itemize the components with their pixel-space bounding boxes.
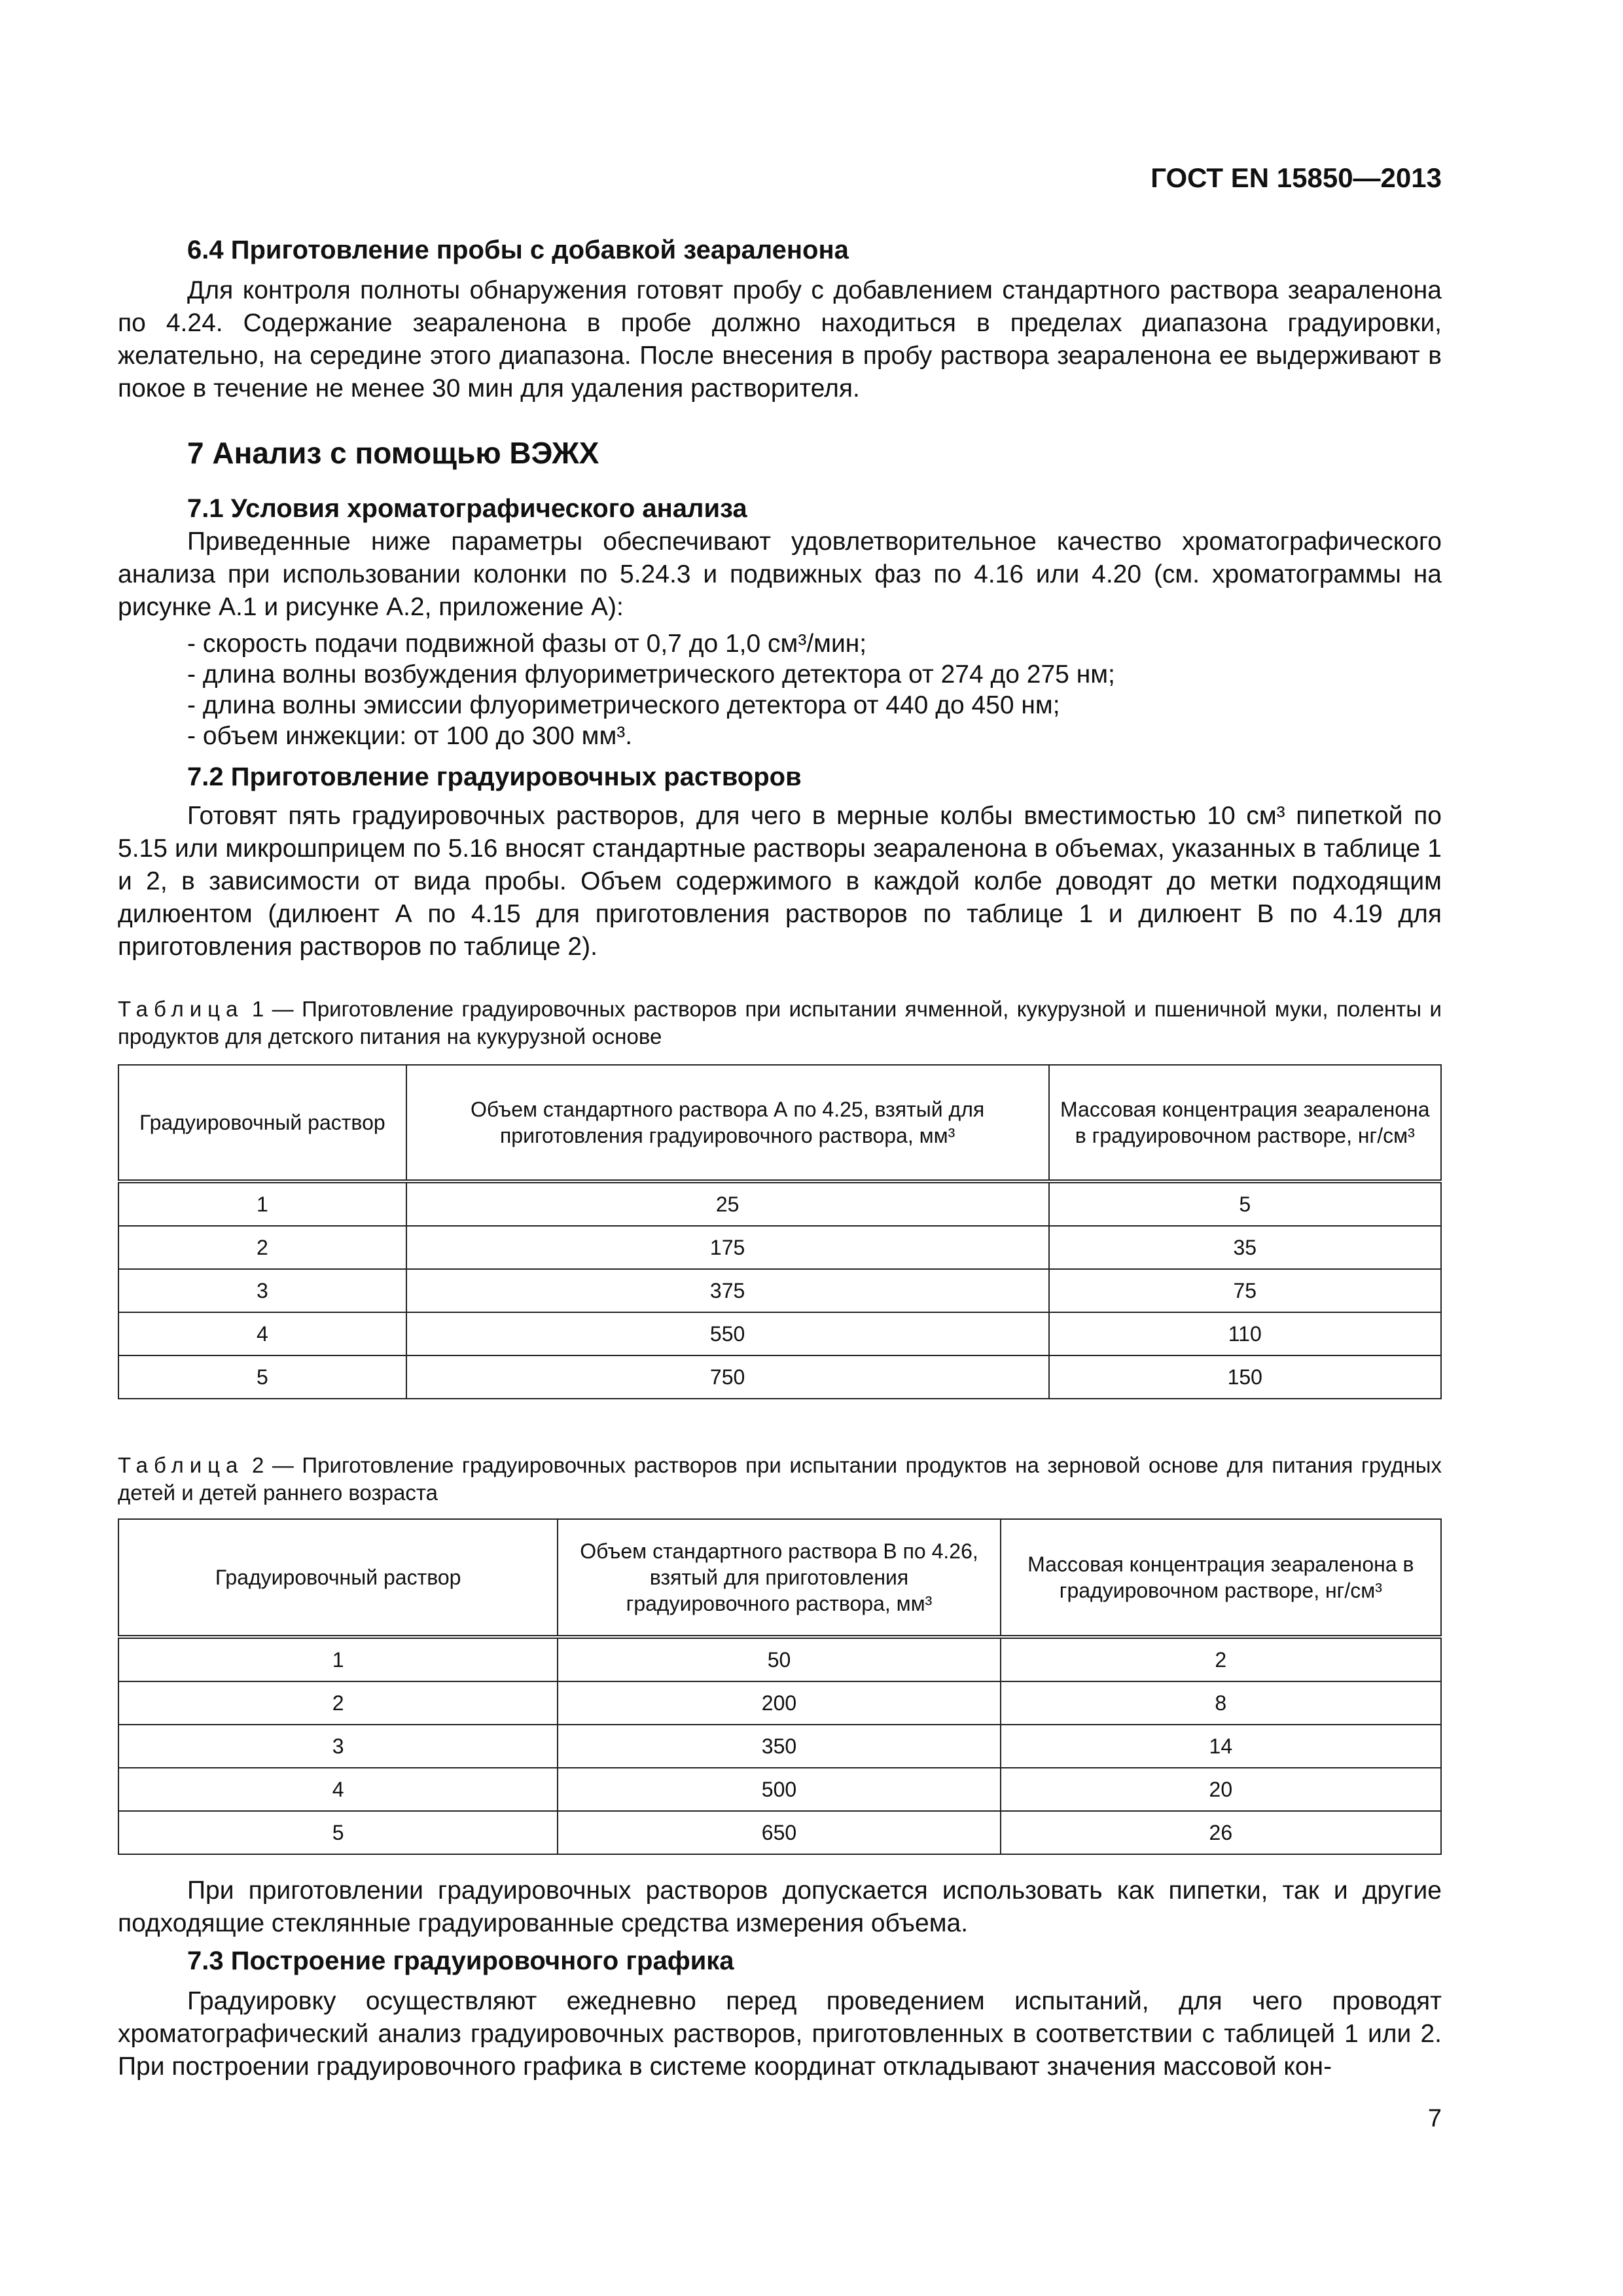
table-2-caption <box>118 1452 1442 1507</box>
parameter-list <box>187 628 1115 751</box>
column-header: Объем стандартного раствора А по 4.25, взятый для приготовления градуировочного раствора, мм³ <box>406 1065 1049 1181</box>
paragraph-text: Градуировку осуществляют ежедневно перед проведением испытаний, для чего проводят хроматографический анализ градуировочных растворов, приготовленных в соответствии с таблицей 1 или 2. При построении градуировочного графика в системе координат откладывают значения массовой кон- <box>118 1987 1442 2081</box>
table-1-caption <box>118 996 1442 1050</box>
section-6-4-paragraph <box>118 274 1442 405</box>
table-1 <box>118 1064 1442 1399</box>
column-header: Массовая концентрация зеараленона в градуировочном растворе, нг/см³ <box>1049 1065 1441 1181</box>
table-cell: 14 <box>1001 1725 1441 1768</box>
table-cell: 500 <box>558 1768 1000 1811</box>
table-cell: 3 <box>118 1725 558 1768</box>
table-cell: 5 <box>118 1355 406 1399</box>
table-row <box>118 1768 1441 1811</box>
table-cell: 5 <box>118 1811 558 1854</box>
table-cell: 150 <box>1049 1355 1441 1399</box>
table-cell: 110 <box>1049 1312 1441 1355</box>
table-cell: 25 <box>406 1181 1049 1226</box>
caption-text: — Приготовление градуировочных растворов при испытании ячменной, кукурузной и пшеничной муки, поленты и продуктов для детского питания на кукурузной основе <box>118 997 1442 1049</box>
table-row <box>118 1637 1441 1681</box>
section-7-1-heading: 7.1 Условия хроматографического анализа <box>187 494 747 523</box>
table-cell: 4 <box>118 1312 406 1355</box>
table-row <box>118 1811 1441 1854</box>
table-cell: 26 <box>1001 1811 1441 1854</box>
table-cell: 20 <box>1001 1768 1441 1811</box>
table-row <box>118 1181 1441 1226</box>
table-cell: 2 <box>118 1681 558 1725</box>
paragraph-text: Приведенные ниже параметры обеспечивают удовлетворительное качество хроматографического анализа при использовании колонки по 5.24.3 и подвижных фаз по 4.16 или 4.20 (см. хроматограммы на рисунке А.1 и рисунке А.2, приложение А): <box>118 528 1442 621</box>
table-cell: 50 <box>558 1637 1000 1681</box>
paragraph-text: Готовят пять градуировочных растворов, для чего в мерные колбы вместимостью 10 см³ пипеткой по 5.15 или микрошприцем по 5.16 вносят стандартные растворы зеараленона в объемах, указанных в таблице 1 и 2, в зависимости от вида пробы. Объем содержимого в каждой колбе доводят до метки подходящим дилюентом (дилюент А по 4.15 для приготовления растворов по таблице 1 и дилюент В по 4.19 для приготовления растворов по таблице 2). <box>118 802 1442 961</box>
list-item: - длина волны возбуждения флуориметрического детектора от 274 до 275 нм; <box>187 660 1115 689</box>
column-header: Массовая концентрация зеараленона в градуировочном растворе, нг/см³ <box>1001 1519 1441 1637</box>
paragraph-text: Для контроля полноты обнаружения готовят пробу с добавлением стандартного раствора зеараленона по 4.24. Содержание зеараленона в пробе должно находиться в пределах диапазона градуировки, желательно, на середине этого диапазона. После внесения в пробу раствора зеараленона ее выдерживают в покое в течение не менее 30 мин для удаления растворителя. <box>118 276 1442 403</box>
after-tables-paragraph <box>118 1874 1442 1940</box>
table-number: 1 <box>251 997 264 1021</box>
table-2 <box>118 1518 1442 1855</box>
table-cell: 8 <box>1001 1681 1441 1725</box>
section-7-1-paragraph <box>118 526 1442 624</box>
section-7-3-heading: 7.3 Построение градуировочного графика <box>187 1946 734 1975</box>
table-cell: 4 <box>118 1768 558 1811</box>
table-row <box>118 1725 1441 1768</box>
table-cell: 1 <box>118 1637 558 1681</box>
column-header: Градуировочный раствор <box>118 1065 406 1181</box>
section-7-2-paragraph <box>118 800 1442 963</box>
table-row <box>118 1355 1441 1399</box>
table-cell: 35 <box>1049 1226 1441 1269</box>
table-label: Таблица <box>118 997 244 1021</box>
table-cell: 550 <box>406 1312 1049 1355</box>
table-cell: 375 <box>406 1269 1049 1312</box>
table-cell: 2 <box>118 1226 406 1269</box>
table-number: 2 <box>251 1453 264 1477</box>
section-6-4-heading: 6.4 Приготовление пробы с добавкой зеараленона <box>187 236 849 264</box>
table-cell: 1 <box>118 1181 406 1226</box>
table-cell: 3 <box>118 1269 406 1312</box>
section-7-2-heading: 7.2 Приготовление градуировочных растворов <box>187 762 802 791</box>
document-header: ГОСТ EN 15850—2013 <box>1150 162 1442 193</box>
table-cell: 750 <box>406 1355 1049 1399</box>
table-cell: 200 <box>558 1681 1000 1725</box>
page-number: 7 <box>1427 2105 1442 2132</box>
section-7-3-paragraph <box>118 1985 1442 2083</box>
table-cell: 75 <box>1049 1269 1441 1312</box>
column-header: Градуировочный раствор <box>118 1519 558 1637</box>
caption-text: — Приготовление градуировочных растворов при испытании продуктов на зерновой основе для питания грудных детей и детей раннего возраста <box>118 1453 1442 1505</box>
section-7-heading: 7 Анализ с помощью ВЭЖХ <box>187 436 599 470</box>
table-label: Таблица <box>118 1453 244 1477</box>
table-cell: 350 <box>558 1725 1000 1768</box>
list-item: - скорость подачи подвижной фазы от 0,7 до 1,0 см³/мин; <box>187 630 867 658</box>
table-cell: 650 <box>558 1811 1000 1854</box>
table-row <box>118 1312 1441 1355</box>
table-cell: 2 <box>1001 1637 1441 1681</box>
table-cell: 5 <box>1049 1181 1441 1226</box>
table-row <box>118 1269 1441 1312</box>
column-header: Объем стандартного раствора В по 4.26, взятый для приготовления градуировочного раствора, мм³ <box>558 1519 1000 1637</box>
list-item: - длина волны эмиссии флуориметрического детектора от 440 до 450 нм; <box>187 691 1060 719</box>
list-item: - объем инжекции: от 100 до 300 мм³. <box>187 722 633 750</box>
table-row <box>118 1226 1441 1269</box>
table-row <box>118 1681 1441 1725</box>
paragraph-text: При приготовлении градуировочных растворов допускается использовать как пипетки, так и другие подходящие стеклянные градуированные средства измерения объема. <box>118 1876 1442 1937</box>
table-cell: 175 <box>406 1226 1049 1269</box>
